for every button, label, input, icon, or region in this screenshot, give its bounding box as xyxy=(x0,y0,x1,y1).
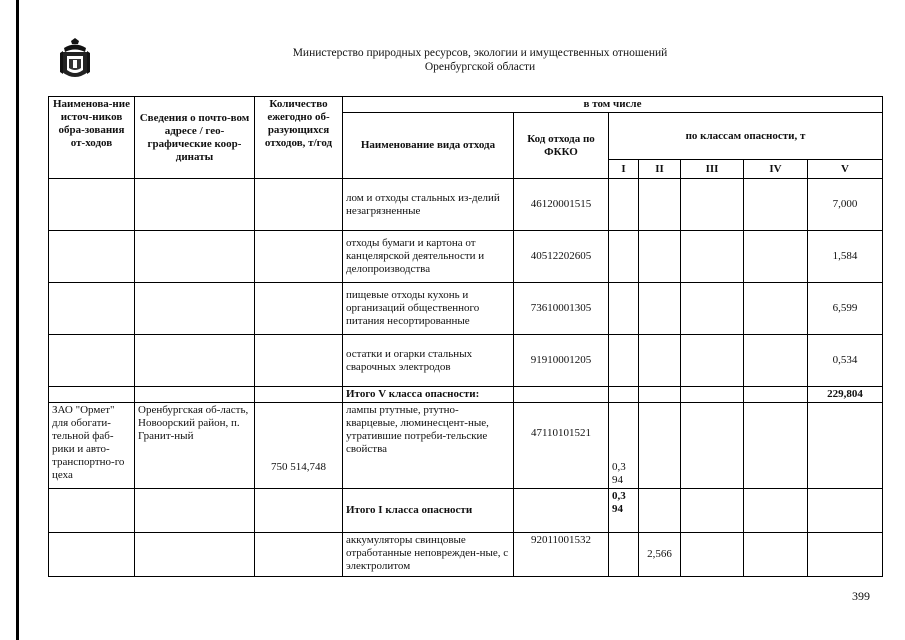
col-header-waste-name: Наименование вида отхода xyxy=(343,113,514,179)
org-address: Оренбургская об-ласть, Новоорский район, п. Гранит-ный xyxy=(135,403,255,489)
class-v-value: 7,000 xyxy=(808,179,883,231)
class-i-value: 0,3 94 xyxy=(609,403,639,489)
total-v-value: 229,804 xyxy=(808,387,883,403)
total-v-label: Итого V класса опасности: xyxy=(343,387,514,403)
class-v-value: 1,584 xyxy=(808,231,883,283)
waste-name: отходы бумаги и картона от канцелярской деятельности и делопроизводства xyxy=(343,231,514,283)
waste-name: аккумуляторы свинцовые отработанные неповрежден-ные, с электролитом xyxy=(343,533,514,577)
page-left-border xyxy=(16,0,19,640)
waste-code: 92011001532 xyxy=(514,533,609,577)
total-row-class-v xyxy=(49,387,883,403)
class-v-value: 0,534 xyxy=(808,335,883,387)
col-header-by-class: по классам опасности, т xyxy=(609,113,883,160)
waste-code: 47110101521 xyxy=(514,403,609,489)
table-row xyxy=(49,533,883,577)
ministry-line-1: Министерство природных ресурсов, экологии и имущественных отношений xyxy=(292,47,668,59)
ministry-header xyxy=(200,46,760,74)
table-row xyxy=(49,179,883,231)
org-quantity: 750 514,748 xyxy=(255,403,343,489)
total-row-class-i xyxy=(49,489,883,533)
table-row xyxy=(49,335,883,387)
col-header-class-i: I xyxy=(609,160,639,179)
waste-table xyxy=(48,96,883,577)
waste-name: лом и отходы стальных из-делий незагрязненные xyxy=(343,179,514,231)
class-v-value: 6,599 xyxy=(808,283,883,335)
waste-name: пищевые отходы кухонь и организаций общественного питания несортированные xyxy=(343,283,514,335)
class-ii-value: 2,566 xyxy=(639,533,681,577)
col-header-source: Наименова-ние источ-ников обра-зования от-ходов xyxy=(49,97,135,179)
coat-of-arms-icon xyxy=(58,38,92,84)
col-header-waste-code: Код отхода по ФККО xyxy=(514,113,609,179)
table-row xyxy=(49,231,883,283)
col-header-class-v: V xyxy=(808,160,883,179)
col-header-address: Сведения о почто-вом адресе / гео-графические коор-динаты xyxy=(135,97,255,179)
table-row xyxy=(49,283,883,335)
col-header-including: в том числе xyxy=(343,97,883,113)
waste-code: 73610001305 xyxy=(514,283,609,335)
ministry-line-2: Оренбургской области xyxy=(424,61,536,73)
total-i-label: Итого I класса опасности xyxy=(343,489,514,533)
waste-code: 40512202605 xyxy=(514,231,609,283)
waste-name: лампы ртутные, ртутно-кварцевые, люминесцент-ные, утратившие потреби-тельские свойства xyxy=(343,403,514,489)
col-header-class-iv: IV xyxy=(744,160,808,179)
col-header-class-ii: II xyxy=(639,160,681,179)
col-header-class-iii: III xyxy=(681,160,744,179)
col-header-quantity: Количество ежегодно об-разующихся отходов, т/год xyxy=(255,97,343,179)
table-row xyxy=(49,403,883,489)
org-source: ЗАО "Ормет" для обогати-тельной фаб-рики и авто-транспортно-го цеха xyxy=(49,403,135,489)
page-number: 399 xyxy=(852,589,870,603)
total-i-value: 0,3 94 xyxy=(609,489,639,533)
waste-name: остатки и огарки стальных сварочных электродов xyxy=(343,335,514,387)
waste-code: 91910001205 xyxy=(514,335,609,387)
waste-code: 46120001515 xyxy=(514,179,609,231)
